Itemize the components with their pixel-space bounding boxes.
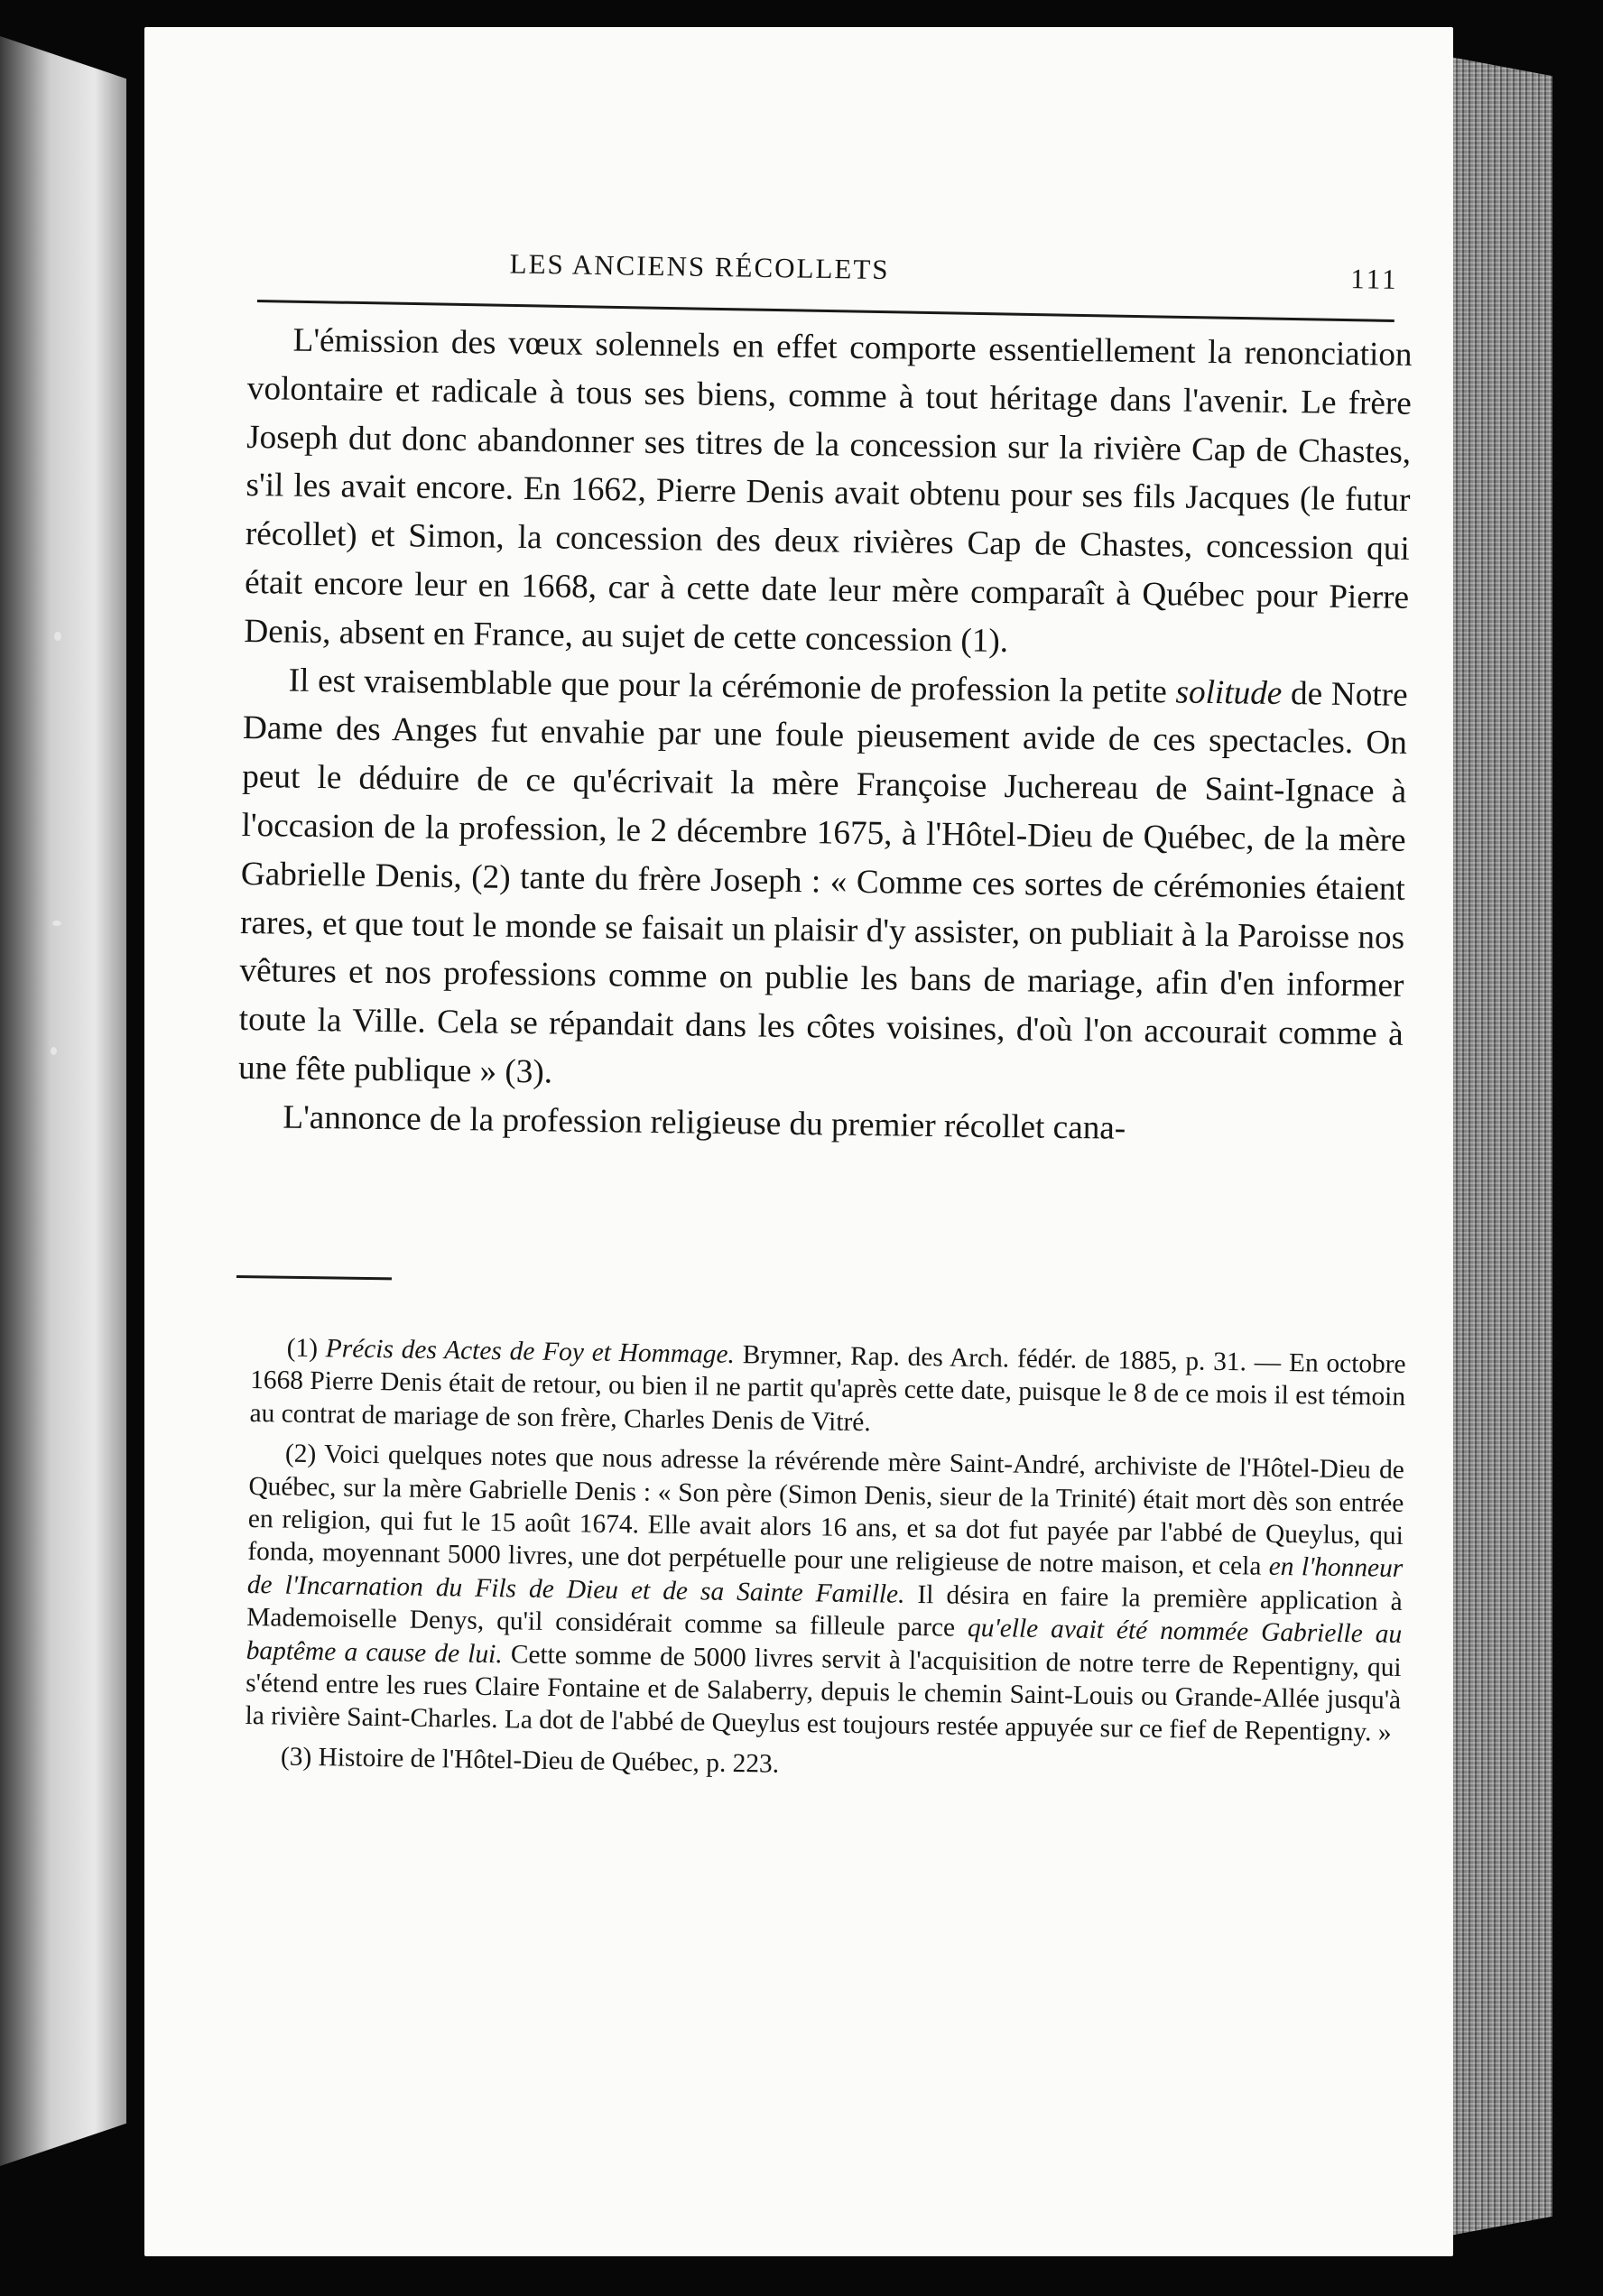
footnote-text: (2) Voici quelques notes que nous adresse la révérende mère Saint-André, archiviste de l'Hôtel-Dieu de Québec, sur la mère Gabrielle Denis : « Son père (Simon Denis, sieur de la Trinité) était mort dès son entrée en religion, qui fut le 15 août 1674. Elle avait alors 16 ans, et sa dot fut payée par l'abbé de Queylus, qui fonda, moyennant 5000 livres, une dot perpétuelle pour une religieuse de notre maison, et cela bbox=[247, 1439, 1405, 1582]
footnotes bbox=[245, 1331, 1406, 1797]
footnote-text: Brymner, Rap. des Arch. fédér. de 1885, p. 31. — En octobre 1668 Pierre Denis était de retour, ou bien il ne partit qu'après cette date, puisque le 8 de ce mois il est témoin au contrat de mariage de son frère, Charles Denis de Vitré. bbox=[249, 1339, 1406, 1438]
footnote-rule bbox=[236, 1275, 392, 1280]
book-page bbox=[144, 27, 1453, 2256]
footnote-text: (3) Histoire de l'Hôtel-Dieu de Québec, p. 223. bbox=[280, 1742, 780, 1779]
gutter-mark bbox=[52, 921, 61, 926]
gutter-mark bbox=[54, 632, 61, 641]
paragraph bbox=[244, 316, 1413, 671]
body-text bbox=[237, 316, 1413, 1156]
footnote-italic: en l'honneur de l'Incarnation du Fils de Dieu et de sa Sainte Famille. bbox=[246, 1552, 1404, 1609]
paragraph bbox=[238, 656, 1408, 1108]
italic-term: solitude bbox=[1175, 673, 1283, 712]
paragraph-text: de Notre Dame des Anges fut envahie par une foule pieusement avide de ces spectacles. On peut le déduire de ce qu'écrivait la mère Françoise Juchereau de Saint-Ignace à l'occasion de la profession, le 2 décembre 1675, à l'Hôtel-Dieu de Québec, de la mère Gabrielle Denis, (2) tante du frère Joseph : « Comme ces sortes de cérémonies étaient rares, et que tout le monde se faisait un plaisir d'y assister, on publiait à la Paroisse nos vêtures et nos professions comme on publie les bans de mariage, afin d'en informer toute la Ville. Cela se répandait dans les côtes voisines, d'où l'on accourait comme à une fête publique » (3). bbox=[237, 674, 1408, 1091]
page-number: 111 bbox=[1350, 263, 1399, 295]
footnote-2 bbox=[245, 1437, 1404, 1750]
footnote-italic: qu'elle avait été nommée Gabrielle au baptême a cause de lui. bbox=[246, 1614, 1403, 1669]
footnote-citation-title: Précis des Actes de Foy et Hommage. bbox=[325, 1334, 736, 1369]
paragraph-text: L'émission des vœux solennels en effet comporte essentiellement la renonciation volontaire et radicale à tous ses biens, comme à tout héritage dans l'avenir. Le frère Joseph dut donc abandonner ses titres de la concession sur la rivière Cap de Chastes, s'il les avait encore. En 1662, Pierre Denis avait obtenu pour ses fils Jacques (le futur récollet) et Simon, la concession des deux rivières Cap de Chastes, concession qui était encore leur en 1668, car à cette date leur mère comparaît à Québec pour Pierre Denis, absent en France, au sujet de cette concession (1). bbox=[244, 321, 1413, 660]
running-title: LES ANCIENS RÉCOLLETS bbox=[509, 247, 890, 286]
paragraph-text: Il est vraisemblable que pour la cérémonie de profession la petite bbox=[288, 662, 1176, 711]
footnote-1 bbox=[249, 1331, 1405, 1447]
footnote-text: Il désira en faire la première application à Mademoiselle Denys, qu'il considérait comme sa filleule parce bbox=[246, 1579, 1403, 1643]
paragraph-text: L'annonce de la profession religieuse du premier récollet cana- bbox=[283, 1098, 1126, 1147]
footnote-3 bbox=[245, 1740, 1400, 1790]
gutter-mark bbox=[51, 1047, 57, 1055]
left-page-edge bbox=[0, 36, 126, 2166]
page-content bbox=[144, 27, 1453, 2256]
footnote-text: Cette somme de 5000 livres servit à l'acquisition de notre terre de Repentigny, qui s'étend entre les rues Claire Fontaine et de Salaberry, depuis le chemin Saint-Louis ou Grande-Allée jusqu'à la rivière Saint-Charles. La dot de l'abbé de Queylus est toujours restée appuyée sur ce fief de Repentigny. » bbox=[245, 1639, 1402, 1748]
footnote-marker: (1) bbox=[286, 1333, 327, 1364]
